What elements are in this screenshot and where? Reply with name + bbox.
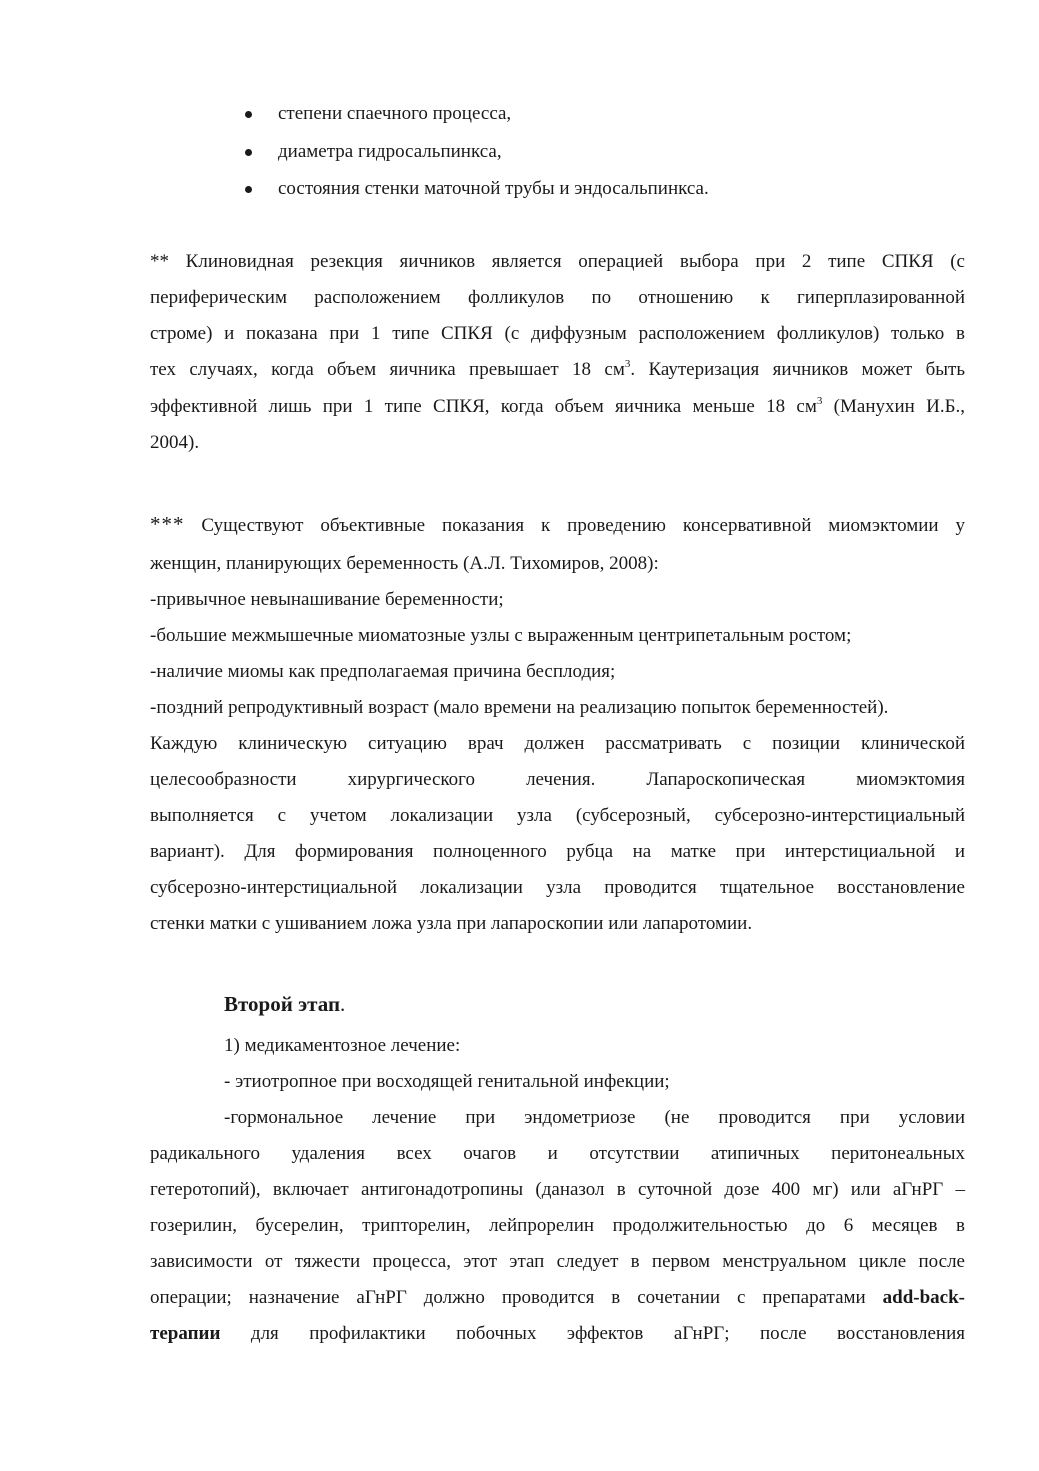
paragraph-line: гетеротопий), включает антигонадотропины (даназол в суточной дозе 400 мг) или аГнРГ – (150, 1179, 965, 1200)
paragraph-line: целесообразности хирургического лечения. Лапароскопическая миомэктомия (150, 769, 965, 790)
text-span: тех случаях, когда объем яичника превышает 18 см (150, 359, 625, 380)
section-heading (224, 991, 345, 1017)
paragraph-line: радикального удаления всех очагов и отсутствии атипичных перитонеальных (150, 1143, 965, 1164)
text-span: . Каутеризация яичников может быть (630, 359, 965, 380)
paragraph-line (150, 1322, 965, 1346)
bullet-icon (245, 149, 252, 156)
paragraph-line: вариант). Для формирования полноценного рубца на матке при интерстициальной и (150, 841, 965, 862)
paragraph-line (150, 512, 965, 536)
text-span: Существуют объективные показания к проведению консервативной миомэктомии у (184, 515, 965, 536)
paragraph-line: Каждую клиническую ситуацию врач должен рассматривать с позиции клинической (150, 733, 965, 754)
paragraph-line: женщин, планирующих беременность (А.Л. Тихомиров, 2008): (150, 553, 659, 574)
list-item: -поздний репродуктивный возраст (мало времени на реализацию попыток беременностей). (150, 697, 889, 718)
paragraph-line: субсерозно-интерстициальной локализации узла проводится тщательное восстановление (150, 877, 965, 898)
list-item: -наличие миомы как предполагаемая причина бесплодия; (150, 661, 616, 682)
paragraph-line: выполняется с учетом локализации узла (субсерозный, субсерозно-интерстициальный (150, 805, 965, 826)
list-item: -привычное невынашивание беременности; (150, 589, 504, 610)
paragraph-line: 2004). (150, 432, 200, 453)
list-item: -большие межмышечные миоматозные узлы с выраженным центрипетальным ростом; (150, 625, 852, 646)
paragraph-line: периферическим расположением фолликулов по отношению к гиперплазированной (150, 287, 965, 308)
bold-term: add-back- (882, 1287, 965, 1308)
bullet-text: степени спаечного процесса, (278, 103, 512, 124)
bold-term: терапии (150, 1323, 221, 1344)
paragraph-line: стенки матки с ушиванием ложа узла при лапароскопии или лапаротомии. (150, 913, 753, 934)
paragraph-line: строме) и показана при 1 типе СПКЯ (с диффузным расположением фолликулов) только в (150, 323, 965, 344)
superscript: 3 (624, 358, 631, 370)
paragraph-line: ** Клиновидная резекция яичников является операцией выбора при 2 типе СПКЯ (с (150, 251, 965, 272)
bullet-icon (245, 186, 252, 193)
heading-text: Второй этап (224, 992, 341, 1016)
bullet-text: диаметра гидросальпинкса, (278, 141, 502, 162)
heading-dot: . (340, 992, 346, 1016)
paragraph-line (150, 358, 965, 382)
text-span: эффективной лишь при 1 типе СПКЯ, когда объем яичника меньше 18 см (150, 396, 817, 417)
list-item: 1) медикаментозное лечение: (224, 1035, 461, 1056)
paragraph-line (150, 395, 965, 419)
text-span: операции; назначение аГнРГ должно проводится в сочетании с препаратами (150, 1287, 883, 1308)
paragraph-line: гозерилин, бусерелин, трипторелин, лейпрорелин продолжительностью до 6 месяцев в (150, 1215, 965, 1236)
paragraph-line: -гормональное лечение при эндометриозе (не проводится при условии (224, 1107, 965, 1128)
text-span: (Манухин И.Б., (822, 396, 965, 417)
list-item: - этиотропное при восходящей генитальной инфекции; (224, 1071, 670, 1092)
bullet-icon (245, 111, 252, 118)
paragraph-line: зависимости от тяжести процесса, этот этап следует в первом менструальном цикле после (150, 1251, 965, 1272)
paragraph-line (150, 1286, 965, 1310)
text-span: для профилактики побочных эффектов аГнРГ; после восстановления (220, 1323, 965, 1344)
superscript: 3 (816, 395, 823, 407)
bullet-text: состояния стенки маточной трубы и эндосальпинкса. (278, 178, 709, 199)
footnote-marker: *** (150, 512, 185, 536)
